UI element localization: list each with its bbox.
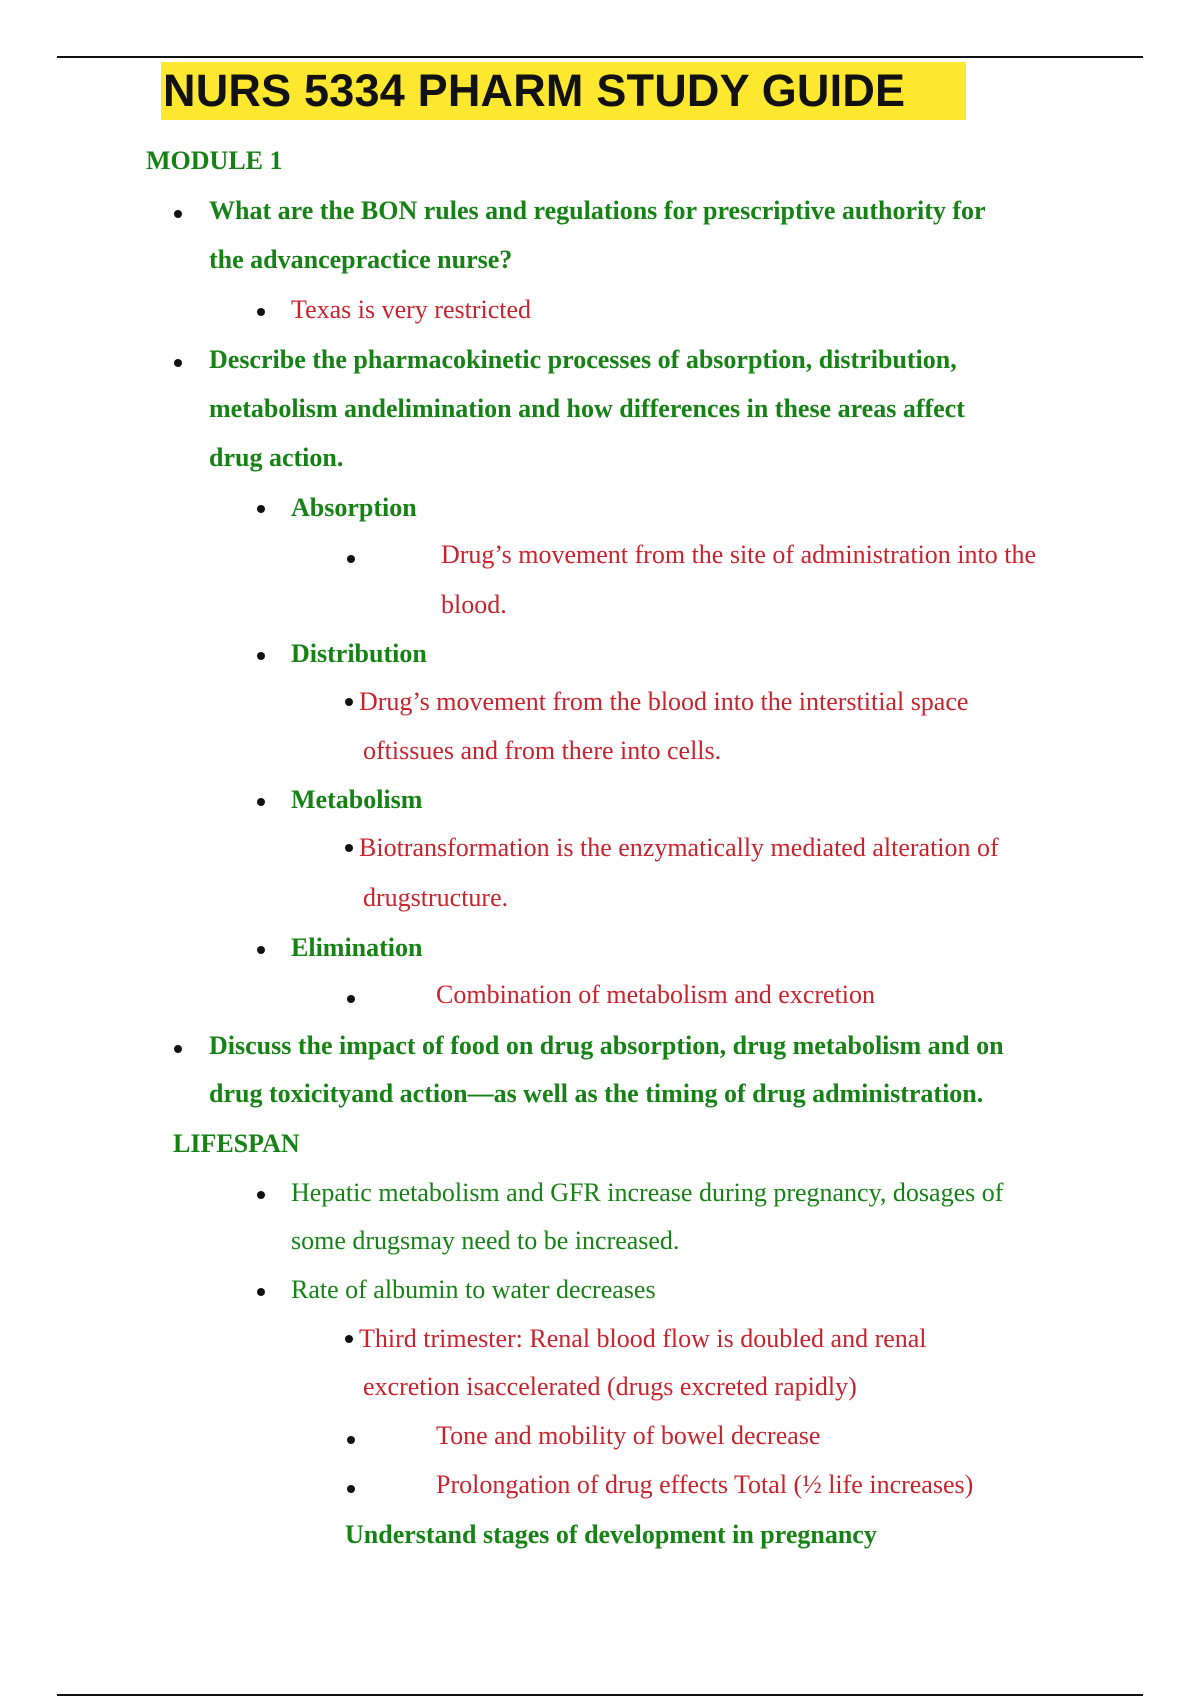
bullet-icon: [174, 1045, 182, 1053]
bullet-icon: [257, 1191, 265, 1199]
question-3-line-2: drug toxicityand action—as well as the timing of drug administration.: [209, 1079, 984, 1108]
bullet-icon: [345, 844, 353, 852]
bullet-icon: [257, 652, 265, 660]
document-title: NURS 5334 PHARM STUDY GUIDE: [161, 62, 966, 120]
stages-heading: Understand stages of development in pregnancy: [345, 1520, 877, 1549]
question-2-line-3: drug action.: [209, 443, 344, 472]
distribution-definition-line-2: oftissues and from there into cells.: [363, 736, 722, 765]
metabolism-heading: Metabolism: [291, 785, 423, 814]
distribution-definition-text: Drug’s movement from the blood into the interstitial space: [359, 687, 969, 716]
question-3-line-1: Discuss the impact of food on drug absorption, drug metabolism and on: [209, 1031, 1004, 1060]
third-trimester-line-2: excretion isaccelerated (drugs excreted rapidly): [363, 1372, 857, 1401]
absorption-definition-line-2: blood.: [441, 590, 507, 619]
bullet-icon: [347, 995, 355, 1003]
bullet-icon: [174, 210, 182, 218]
question-1-answer: Texas is very restricted: [291, 295, 532, 324]
prolongation-line: Prolongation of drug effects Total (½ life increases): [436, 1470, 974, 1499]
bullet-icon: [174, 359, 182, 367]
bullet-icon: [257, 798, 265, 806]
albumin-line: Rate of albumin to water decreases: [291, 1275, 656, 1304]
bullet-icon: [257, 505, 265, 513]
metabolism-definition-line-2: drugstructure.: [363, 883, 509, 912]
bottom-rule: [57, 1694, 1143, 1696]
question-2-line-2: metabolism andelimination and how differences in these areas affect: [209, 394, 965, 423]
third-trimester-line-1: [345, 1324, 927, 1354]
tone-line: Tone and mobility of bowel decrease: [436, 1421, 821, 1450]
question-2-line-1: Describe the pharmacokinetic processes of absorption, distribution,: [209, 345, 957, 374]
bullet-icon: [257, 1288, 265, 1296]
hepatic-line-1: Hepatic metabolism and GFR increase during pregnancy, dosages of: [291, 1178, 1004, 1207]
third-trimester-text: Third trimester: Renal blood flow is doubled and renal: [359, 1324, 927, 1353]
distribution-definition-line-1: [345, 687, 968, 717]
bullet-icon: [345, 1335, 353, 1343]
module-heading: MODULE 1: [146, 146, 283, 175]
lifespan-heading: LIFESPAN: [173, 1129, 300, 1158]
bullet-icon: [347, 555, 355, 563]
distribution-heading: Distribution: [291, 639, 427, 668]
elimination-heading: Elimination: [291, 933, 423, 962]
absorption-definition-line-1: Drug’s movement from the site of administration into the: [441, 540, 1037, 569]
bullet-icon: [347, 1485, 355, 1493]
question-1-line-2: the advancepractice nurse?: [209, 245, 513, 274]
bullet-icon: [345, 698, 353, 706]
bullet-icon: [257, 308, 265, 316]
hepatic-line-2: some drugsmay need to be increased.: [291, 1226, 680, 1255]
absorption-heading: Absorption: [291, 493, 417, 522]
metabolism-definition-line-1: [345, 833, 999, 863]
bullet-icon: [347, 1436, 355, 1444]
bullet-icon: [257, 946, 265, 954]
top-rule: [57, 56, 1143, 58]
question-1-line-1: What are the BON rules and regulations for prescriptive authority for: [209, 196, 986, 225]
metabolism-definition-text: Biotransformation is the enzymatically mediated alteration of: [359, 833, 999, 862]
elimination-definition: Combination of metabolism and excretion: [436, 980, 876, 1009]
